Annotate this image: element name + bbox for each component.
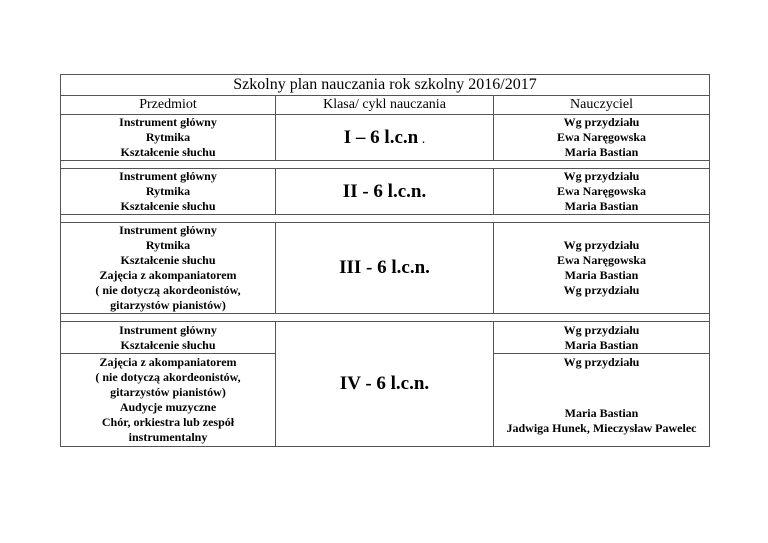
class-cell	[276, 115, 494, 161]
subject-item: Instrument główny	[119, 223, 217, 237]
teacher-item: Wg przydziału	[563, 169, 640, 183]
subject-item: gitarzystów pianistów)	[110, 298, 226, 312]
teachers-bottom-group	[494, 406, 709, 436]
subject-item: Instrument główny	[119, 322, 217, 337]
class-cell: II - 6 l.c.n.	[276, 169, 494, 215]
title-row	[61, 75, 710, 96]
teacher-item: Maria Bastian	[564, 199, 639, 213]
subject-item: Kształcenie słuchu	[120, 145, 216, 159]
teacher-item: Ewa Naręgowska	[557, 130, 646, 144]
subject-item: instrumentalny	[128, 430, 208, 444]
subject-item: Audycje muzyczne	[119, 400, 217, 414]
spacer-row	[61, 161, 710, 169]
subjects-cell	[61, 223, 276, 314]
subjects-cell	[61, 322, 276, 354]
spacer-cell	[61, 161, 710, 169]
class-block-3	[61, 223, 710, 314]
subject-item: gitarzystów pianistów)	[110, 385, 226, 399]
teacher-item: Wg przydziału	[563, 238, 640, 252]
subject-item: Chór, orkiestra lub zespół	[101, 415, 235, 429]
teachers-cell	[494, 354, 710, 447]
subject-item: Kształcenie słuchu	[120, 253, 216, 267]
teacher-item: Maria Bastian	[564, 406, 639, 420]
header-row	[61, 96, 710, 115]
teacher-item: Maria Bastian	[564, 268, 639, 282]
class-label: I – 6 l.c.n	[343, 126, 419, 148]
class-label-suffix: .	[418, 131, 426, 147]
subject-item: Zajęcia z akompaniatorem	[99, 268, 237, 282]
header-subject: Przedmiot	[61, 96, 276, 115]
subject-item: Kształcenie słuchu	[120, 199, 216, 213]
header-teacher: Nauczyciel	[494, 96, 710, 115]
spacer-cell	[61, 215, 710, 223]
teachers-cell	[494, 322, 710, 354]
teachers-cell	[494, 223, 710, 314]
spacer-row	[61, 314, 710, 322]
class-cell: III - 6 l.c.n.	[276, 223, 494, 314]
subject-item: Rytmika	[145, 130, 191, 144]
teacher-item: Ewa Naręgowska	[557, 184, 646, 198]
spacer-cell	[61, 314, 710, 322]
teacher-item: Wg przydziału	[563, 115, 640, 129]
subject-item: Instrument główny	[119, 115, 217, 129]
subject-item: Zajęcia z akompaniatorem	[99, 355, 237, 369]
subject-item: Rytmika	[145, 238, 191, 252]
teacher-item: Wg przydziału	[563, 283, 640, 297]
teachers-cell	[494, 169, 710, 215]
class-block-2	[61, 169, 710, 215]
teacher-item: Jadwiga Hunek, Mieczysław Pawelec	[506, 421, 697, 435]
subjects-cell	[61, 169, 276, 215]
subject-item: Instrument główny	[119, 169, 217, 183]
teachers-cell	[494, 115, 710, 161]
teacher-item: Maria Bastian	[564, 145, 639, 159]
curriculum-table	[60, 74, 710, 447]
subjects-cell	[61, 354, 276, 447]
subject-item: ( nie dotyczą akordeonistów,	[95, 370, 241, 384]
teachers-top-group	[494, 355, 709, 370]
class-block-4	[61, 322, 710, 354]
class-cell: IV - 6 l.c.n.	[276, 322, 494, 447]
header-class-cycle: Klasa/ cykl nauczania	[276, 96, 494, 115]
class-block-1	[61, 115, 710, 161]
teacher-item: Ewa Naręgowska	[557, 253, 646, 267]
subjects-cell	[61, 115, 276, 161]
subject-item: Rytmika	[145, 184, 191, 198]
teacher-item: Maria Bastian	[564, 337, 639, 352]
table-title: Szkolny plan nauczania rok szkolny 2016/2017	[61, 75, 710, 96]
subject-item: Kształcenie słuchu	[120, 337, 216, 352]
teacher-item: Wg przydziału	[563, 355, 640, 369]
spacer-row	[61, 215, 710, 223]
teacher-item: Wg przydziału	[563, 322, 640, 337]
subject-item: ( nie dotyczą akordeonistów,	[95, 283, 241, 297]
